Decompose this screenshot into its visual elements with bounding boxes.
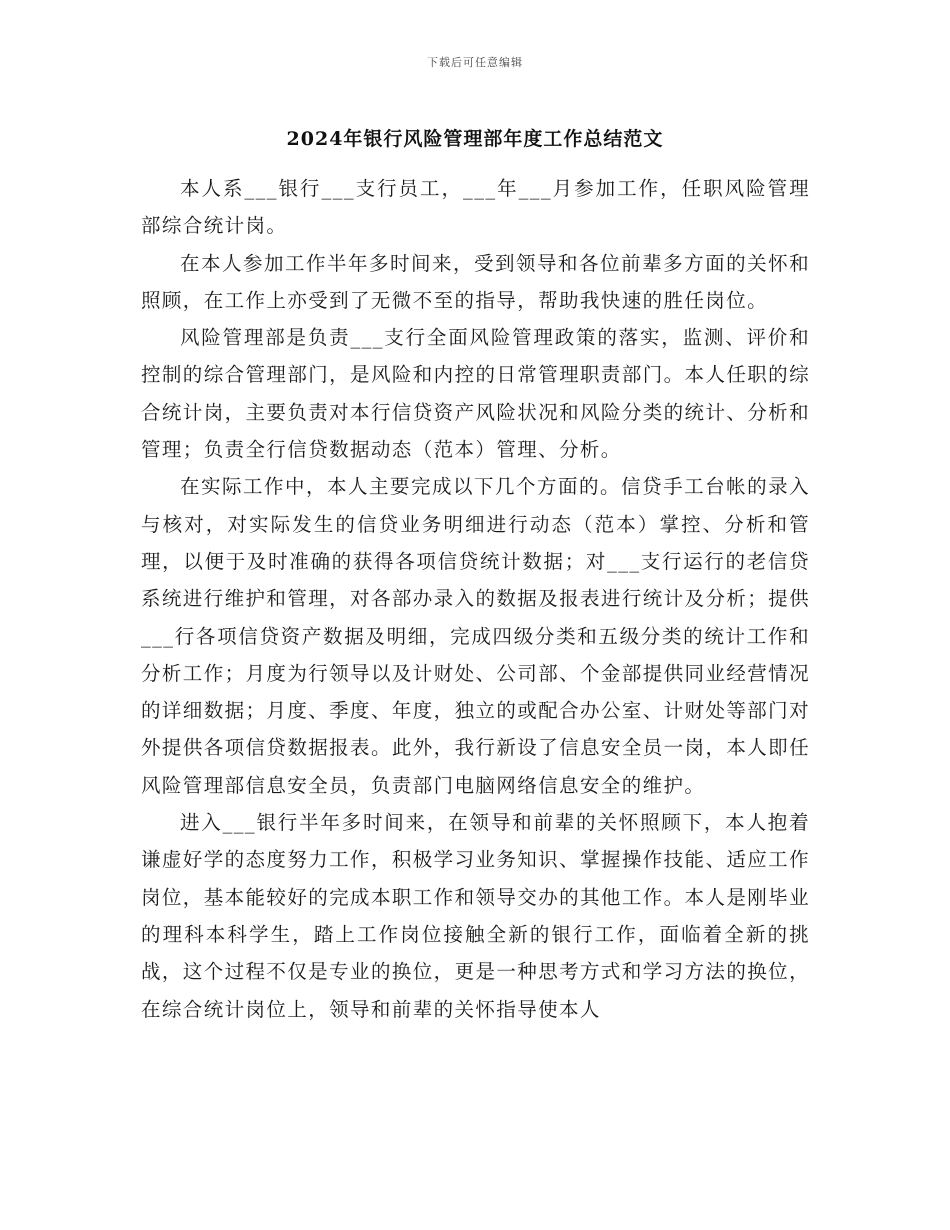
paragraph: 本人系___银行___支行员工，___年___月参加工作，任职风险管理部综合统计岗。 [141,177,810,238]
document-title: 2024年银行风险管理部年度工作总结范文 [286,128,664,150]
paragraph: 在本人参加工作半年多时间来，受到领导和各位前辈多方面的关怀和照顾，在工作上亦受到了无微不至的指导，帮助我快速的胜任岗位。 [141,251,810,312]
paragraph: 进入___银行半年多时间来，在领导和前辈的关怀照顾下，本人抱着谦虚好学的态度努力工作，积极学习业务知识、掌握操作技能、适应工作岗位，基本能较好的完成本职工作和领导交办的其他工作。本人是刚毕业的理科本科学生，踏上工作岗位接触全新的银行工作，面临着全新的挑战，这个过程不仅是专业的换位，更是一种思考方式和学习方法的换位，在综合统计岗位上，领导和前辈的关怀指导使本人 [141,811,810,1021]
document-body [141,170,810,1028]
paragraph: 在实际工作中，本人主要完成以下几个方面的。信贷手工台帐的录入与核对，对实际发生的信贷业务明细进行动态（范本）掌控、分析和管理，以便于及时准确的获得各项信贷统计数据；对___支行运行的老信贷系统进行维护和管理，对各部办录入的数据及报表进行统计及分析；提供___行各项信贷资产数据及明细，完成四级分类和五级分类的统计工作和分析工作；月度为行领导以及计财处、公司部、个金部提供同业经营情况的详细数据；月度、季度、年度，独立的或配合办公室、计财处等部门对外提供各项信贷数据报表。此外，我行新设了信息安全员一岗，本人即任风险管理部信息安全员，负责部门电脑网络信息安全的维护。 [141,475,810,797]
paragraph: 风险管理部是负责___支行全面风险管理政策的落实，监测、评价和控制的综合管理部门，是风险和内控的日常管理职责部门。本人任职的综合统计岗，主要负责对本行信贷资产风险状况和风险分类的统计、分析和管理；负责全行信贷数据动态（范本）管理、分析。 [141,326,810,462]
header-note: 下载后可任意编辑 [427,56,523,69]
